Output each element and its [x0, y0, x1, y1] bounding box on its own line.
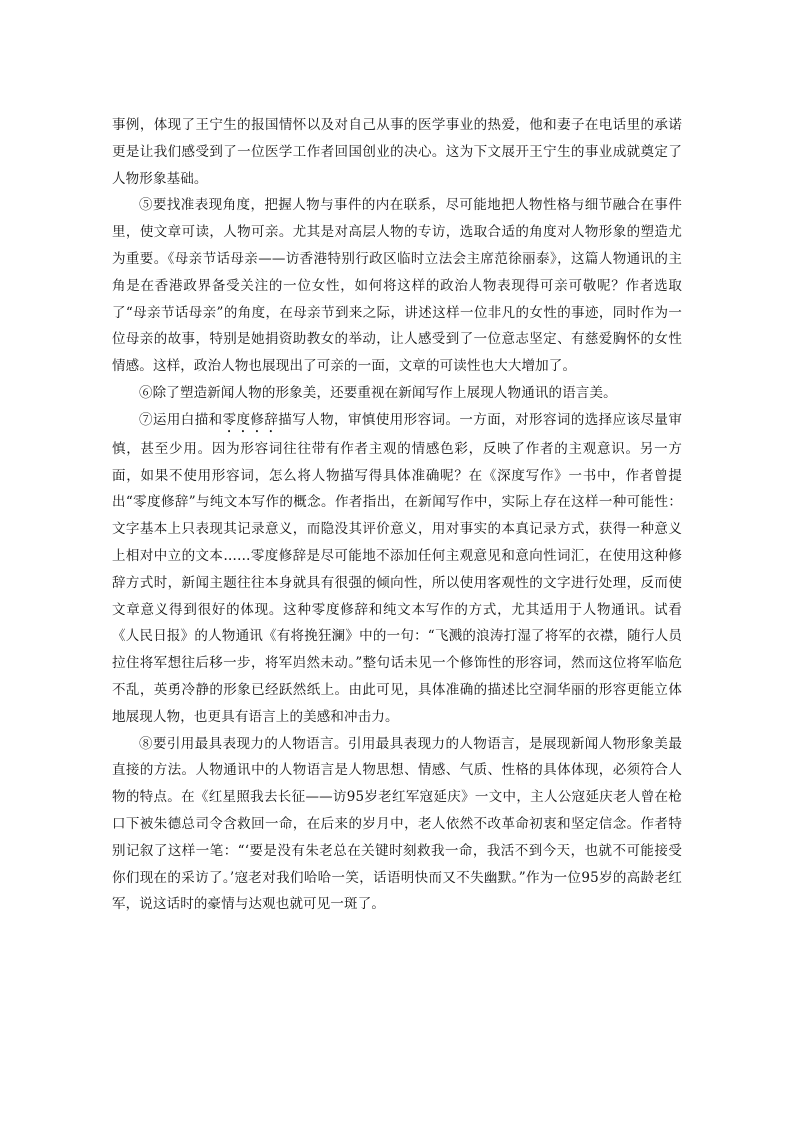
paragraph-text: ⑦运用白描和	[139, 411, 223, 428]
paragraph-8	[112, 731, 682, 919]
paragraph-text: ⑧要引用最具表现力的人物语言。引用最具表现力的人物语言，是展现新闻人物形象美最直接的方法。人物通讯中的人物语言是人物思想、情感、气质、性格的具体体现，必须符合人物的特点。在《红星照我去长征——访95岁老红军寇延庆》一文中，主人公寇延庆老人曾在枪口下被朱德总司令含救回一命，在后来的岁月中，老人依然不改革命初衷和坚定信念。作者特别记叙了这样一笔：“‘要是没有朱老总在关键时刻救我一命，我活不到今天，也就不可能接受你们现在的采访了。’寇老对我们哈哈一笑，话语明快而又不失幽默。”作为一位95岁的高龄老红军，说这话时的豪情与达观也就可见一斑了。	[112, 735, 682, 913]
paragraph-text: 描写人物，审慎使用形容词。一方面，对形容词的选择应该尽量审慎，甚至少用。因为形容词往往带有作者主观的情感色彩，反映了作者的主观意识。另一方面，如果不使用形容词，怎么将人物描写得具体准确呢？在《深度写作》一书中，作者曾提出“零度修辞”与纯文本写作的概念。作者指出，在新闻写作中，实际上存在这样一种可能性：文字基本上只表现其记录意义，而隐没其评价意义，用对事实的本真记录方式，获得一种意义上相对中立的文本……零度修辞是尽可能地不添加任何主观意见和意向性词汇，在使用这种修辞方式时，新闻主题往往本身就具有很强的倾向性，所以使用客观性的文字进行处理，反而使文章意义得到很好的体现。这种零度修辞和纯文本写作的方式，尤其适用于人物通讯。试看《人民日报》的人物通讯《有将挽狂澜》中的一句：“飞溅的浪涛打湿了将军的衣襟，随行人员拉住将军想往后移一步，将军岿然未动。”整句话未见一个修饰性的形容词，然而这位将军临危不乱，英勇冷静的形象已经跃然纸上。由此可见，具体准确的描述比空洞华丽的形容更能立体地展现人物，也更具有语言上的美感和冲击力。	[112, 411, 682, 725]
paragraph-5	[112, 192, 682, 380]
paragraph-text: 事例，体现了王宁生的报国情怀以及对自己从事的医学事业的热爱，他和妻子在电话里的承诺更是让我们感受到了一位医学工作者回国创业的决心。这为下文展开王宁生的事业成就奠定了人物形象基础。	[112, 117, 682, 187]
emphasized-term: 零度修辞	[222, 411, 279, 428]
paragraph-6	[112, 380, 682, 407]
paragraph-7	[112, 407, 682, 731]
paragraph-text: ⑥除了塑造新闻人物的形象美，还要重视在新闻写作上展现人物通讯的语言美。	[139, 384, 617, 401]
paragraph-text: ⑤要找准表现角度，把握人物与事件的内在联系，尽可能地把人物性格与细节融合在事件里，使文章可读，人物可亲。尤其是对高层人物的专访，选取合适的角度对人物形象的塑造尤为重要。《母亲节话母亲——访香港特别行政区临时立法会主席范徐丽泰》，这篇人物通讯的主角是在香港政界备受关注的一位女性，如何将这样的政治人物表现得可亲可敬呢？作者选取了“母亲节话母亲”的角度，在母亲节到来之际，讲述这样一位非凡的女性的事迹，同时作为一位母亲的故事，特别是她捐资助教女的举动，让人感受到了一位意志坚定、有慈爱胸怀的女性情感。这样，政治人物也展现出了可亲的一面，文章的可读性也大大增加了。	[112, 197, 682, 375]
paragraph-continuation	[112, 112, 682, 192]
